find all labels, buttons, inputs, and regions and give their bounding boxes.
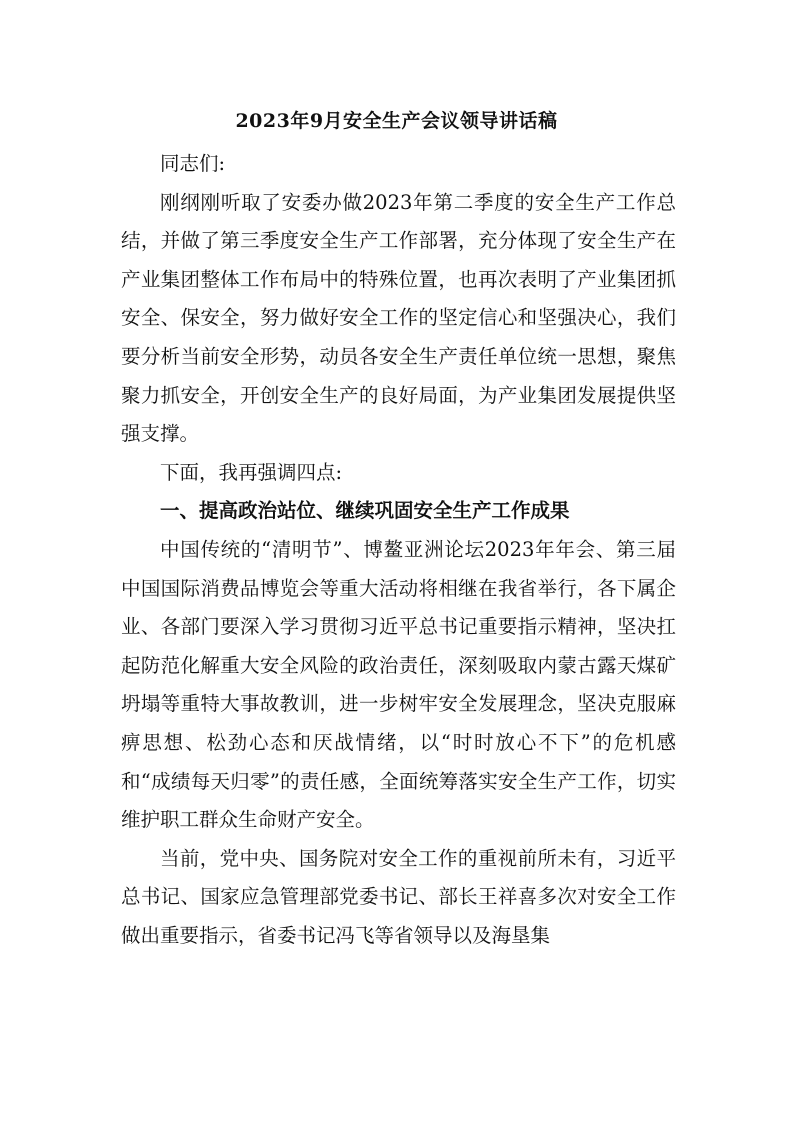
salutation: 同志们: (160, 152, 226, 175)
paragraph-transition: 下面，我再强调四点: (160, 460, 343, 484)
paragraph-current-situation: 当前，党中央、国务院对安全工作的重视前所未有，习近平总书记、国家应急管理部党委书记、部长王祥喜多次对安全工作做出重要指示，省委书记冯飞等省领导以及海垦集 (121, 846, 676, 947)
document-title: 2023年9月安全生产会议领导讲话稿 (235, 110, 558, 132)
paragraph-section-1: 中国传统的“清明节”、博鳌亚洲论坛2023年年会、第三届中国国际消费品博览会等重大活动将相继在我省举行，各下属企业、各部门要深入学习贯彻习近平总书记重要指示精神，坚决扛起防范化解重大安全风险的政治责任，深刻吸取内蒙古露天煤矿坍塌等重特大事故教训，进一步树牢安全发展理念，坚决克服麻痹思想、松劲心态和厌战情绪，以“时时放心不下”的危机感和“成绩每天归零”的责任感，全面统筹落实安全生产工作，切实维护职工群众生命财产安全。 (121, 537, 676, 832)
paragraph-opening: 刚纲刚听取了安委办做2023年第二季度的安全生产工作总结，并做了第三季度安全生产工作部署，充分体现了安全生产在产业集团整体工作布局中的特殊位置，也再次表明了产业集团抓安全、保安全，努力做好安全工作的坚定信心和坚强决心，我们要分析当前安全形势，动员各安全生产责任单位统一思想，聚焦聚力抓安全，开创安全生产的良好局面，为产业集团发展提供坚强支撑。 (121, 190, 676, 446)
document-body (121, 145, 676, 955)
section-heading-1: 一、提高政治站位、继续巩固安全生产工作成果 (160, 499, 570, 523)
